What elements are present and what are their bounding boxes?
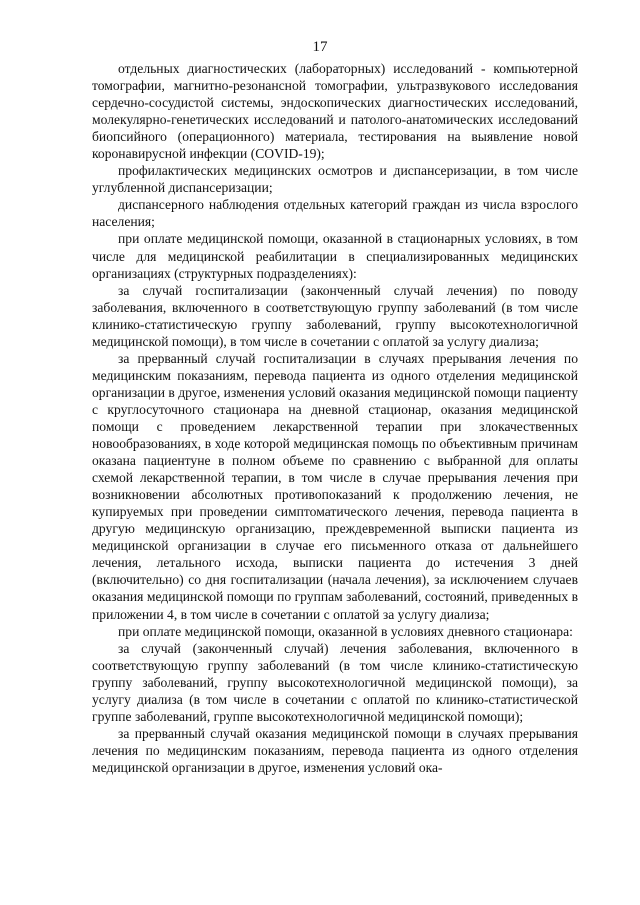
page-number: 17	[312, 39, 328, 55]
paragraph-2: профилактических медицинских осмотров и диспансеризации, в том числе углубленной диспансеризации;	[92, 163, 578, 196]
paragraph-7: при оплате медицинской помощи, оказанной в условиях дневного стационара:	[118, 623, 573, 639]
paragraph-1: отдельных диагностических (лабораторных) исследований - компьютерной томографии, магнитно-резонансной томографии, ультразвукового исследования сердечно-сосудистой системы, эндоскопических диагностических исследований, молекулярно-генетических исследований и патолого-анатомических исследований биопсийного (операционного) материала, тестирования на выявление новой коронавирусной инфекции (COVID-19);	[92, 61, 578, 162]
paragraph-3: диспансерного наблюдения отдельных категорий граждан из числа взрослого населения;	[92, 197, 578, 230]
paragraph-5: за случай госпитализации (законченный случай лечения) по поводу заболевания, включенного в соответствующую группу заболеваний (в том числе клинико-статистическую группу заболеваний, группу высокотехнологичной медицинской помощи), в том числе в сочетании с оплатой за услугу диализа;	[92, 282, 578, 349]
paragraph-9: за прерванный случай оказания медицинской помощи в случаях прерывания лечения по медицинским показаниям, перевода пациента из одного отделения медицинской организации в другое, изменения условий ока-	[92, 725, 578, 775]
paragraph-8: за случай (законченный случай) лечения заболевания, включенного в соответствующую группу заболеваний (в том числе клинико-статистическую группу заболеваний, группу высокотехнологичной медицинской помощи), за услугу диализа (в том числе в сочетании с оплатой по клинико-статистической группе заболеваний, группе высокотехнологичной медицинской помощи);	[92, 640, 578, 724]
document-body	[92, 60, 578, 776]
paragraph-4: при оплате медицинской помощи, оказанной в стационарных условиях, в том числе для медицинской реабилитации в специализированных медицинских организациях (структурных подразделениях):	[92, 231, 578, 281]
paragraph-6: за прерванный случай госпитализации в случаях прерывания лечения по медицинским показаниям, перевода пациента из одного отделения медицинской организации в другое, изменения условий оказания медицинской помощи пациенту с круглосуточного стационара на дневной стационар, оказания медицинской помощи с проведением лекарственной терапии при злокачественных новообразованиях, в ходе которой медицинская помощь по объективным причинам оказана пациентуне в полном объеме по сравнению с выбранной для оплаты схемой лекарственной терапии, в том числе в случае прерывания лечения при возникновении абсолютных противопоказаний к продолжению лечения, не купируемых при проведении симптоматического лечения, перевода пациента в другую медицинскую организацию, преждевременной выписки пациента из медицинской организации в случае его письменного отказа от дальнейшего лечения, летального исхода, выписки пациента до истечения 3 дней (включительно) со дня госпитализации (начала лечения), за исключением случаев оказания медицинской помощи по группам заболеваний, состояний, приведенных в приложении 4, в том числе в сочетании с оплатой за услугу диализа;	[92, 350, 578, 622]
